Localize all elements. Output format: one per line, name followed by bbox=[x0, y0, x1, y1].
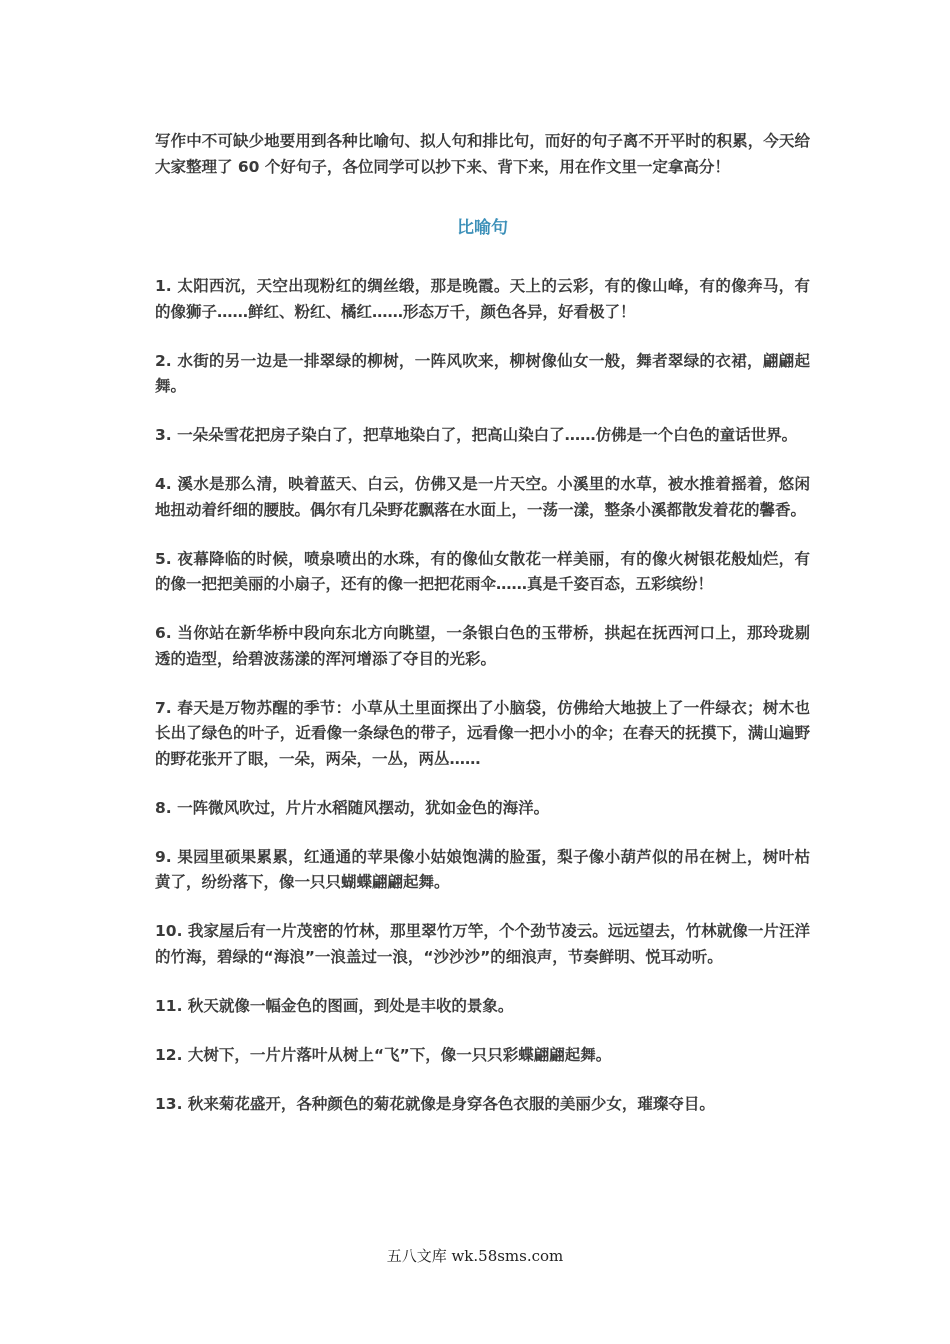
sentence-item: 9. 果园里硕果累累，红通通的苹果像小姑娘饱满的脸蛋，梨子像小葫芦似的吊在树上，树叶枯黄了，纷纷落下，像一只只蝴蝶翩翩起舞。 bbox=[155, 847, 810, 891]
sentence-list bbox=[155, 274, 810, 1117]
sentence-item: 6. 当你站在新华桥中段向东北方向眺望，一条银白色的玉带桥，拱起在抚西河口上，那玲珑剔透的造型，给碧波荡漾的浑河增添了夺目的光彩。 bbox=[155, 624, 810, 668]
sentence-item: 10. 我家屋后有一片茂密的竹林，那里翠竹万竿，个个劲节凌云。远远望去，竹林就像一片汪洋的竹海，碧绿的“海浪”一浪盖过一浪，“沙沙沙”的细浪声，节奏鲜明、悦耳动听。 bbox=[155, 922, 810, 966]
sentence-item: 5. 夜幕降临的时候，喷泉喷出的水珠，有的像仙女散花一样美丽，有的像火树银花般灿烂，有的像一把把美丽的小扇子，还有的像一把把花雨伞……真是千姿百态，五彩缤纷！ bbox=[155, 549, 810, 593]
sentence-item: 12. 大树下，一片片落叶从树上“飞”下，像一只只彩蝶翩翩起舞。 bbox=[155, 1045, 612, 1064]
document-body bbox=[155, 128, 810, 1141]
sentence-item: 8. 一阵微风吹过，片片水稻随风摆动，犹如金色的海洋。 bbox=[155, 798, 550, 817]
sentence-item: 13. 秋来菊花盛开，各种颜色的菊花就像是身穿各色衣服的美丽少女，璀璨夺目。 bbox=[155, 1094, 715, 1113]
intro-paragraph: 写作中不可缺少地要用到各种比喻句、拟人句和排比句，而好的句子离不开平时的积累，今天给大家整理了 60 个好句子，各位同学可以抄下来、背下来，用在作文里一定拿高分！ bbox=[155, 132, 810, 176]
sentence-item: 2. 水街的另一边是一排翠绿的柳树，一阵风吹来，柳树像仙女一般，舞者翠绿的衣裙，翩翩起舞。 bbox=[155, 351, 810, 395]
sentence-item: 11. 秋天就像一幅金色的图画，到处是丰收的景象。 bbox=[155, 996, 514, 1015]
page-footer: 五八文库 wk.58sms.com bbox=[386, 1247, 564, 1265]
sentence-item: 3. 一朵朵雪花把房子染白了，把草地染白了，把高山染白了……仿佛是一个白色的童话世界。 bbox=[155, 426, 798, 444]
section-title: 比喻句 bbox=[457, 218, 508, 238]
sentence-item: 1. 太阳西沉，天空出现粉红的绸丝缎，那是晚霞。天上的云彩，有的像山峰，有的像奔马，有的像狮子……鲜红、粉红、橘红……形态万千，颜色各异，好看极了！ bbox=[155, 277, 810, 321]
sentence-item: 7. 春天是万物苏醒的季节：小草从土里面探出了小脑袋，仿佛给大地披上了一件绿衣；树木也长出了绿色的叶子，近看像一条绿色的带子，远看像一把小小的伞；在春天的抚摸下，满山遍野的野花张开了眼，一朵，两朵，一丛，两丛…… bbox=[155, 698, 810, 768]
sentence-item: 4. 溪水是那么清，映着蓝天、白云，仿佛又是一片天空。小溪里的水草，被水推着摇着，悠闲地扭动着纤细的腰肢。偶尔有几朵野花飘落在水面上，一荡一漾，整条小溪都散发着花的馨香。 bbox=[155, 475, 810, 519]
